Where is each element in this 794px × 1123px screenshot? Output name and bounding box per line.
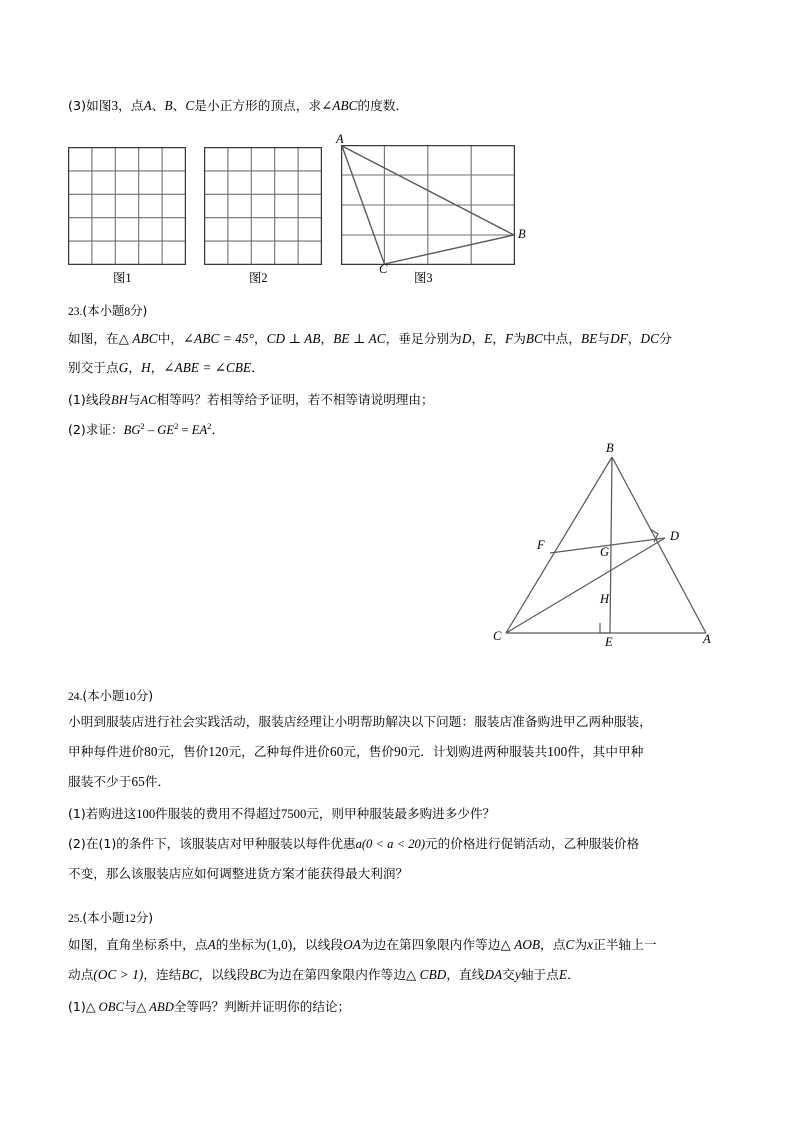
q25-score-unit: 分) <box>135 910 154 925</box>
q22-part3-text-a: 如图 <box>86 98 112 113</box>
q23-label-g: G <box>600 545 610 559</box>
q23-l2-a: 别交于点 <box>68 360 119 375</box>
q23-l1-E: E <box>484 331 493 346</box>
figure-1-grid <box>68 147 186 265</box>
q23-l2-d: ． <box>251 360 264 375</box>
q23-l2-c: ， <box>150 360 164 375</box>
q23-l1-f: ， <box>471 331 485 346</box>
q23-sub2 <box>68 419 224 438</box>
figure-2-svg <box>204 147 322 265</box>
q25-l2-tri2: △ CBD <box>406 967 447 982</box>
q25-l1-tri1: △ AOB <box>500 937 541 952</box>
q23-l2-G: G <box>118 360 129 375</box>
q23-l1-j: 与 <box>597 331 611 346</box>
q25-l2-a: 动点 <box>68 967 94 982</box>
q23-statement-line2 <box>68 358 264 378</box>
q25-sub1-no: (1) <box>68 999 86 1014</box>
q22-part3-text-b: ，点 <box>118 98 144 113</box>
right-angle-mark-e <box>600 623 610 633</box>
q23-l1-e: ，垂足分别为 <box>385 331 462 346</box>
q23-sub2-bg: BG <box>123 423 141 437</box>
q24-statement-line1: 小明到服装店进行社会实践活动，服装店经理让小明帮助解决以下问题：服装店准备购进甲乙两种服装， <box>68 714 652 729</box>
q24-sub1-n1: 100 <box>136 807 156 821</box>
q24-score-unit: 分) <box>135 688 154 703</box>
q25-header <box>68 908 153 926</box>
q24-sub2-expr: a(0 < a < 20) <box>355 837 426 851</box>
q23-sub2-ea: EA <box>191 423 208 437</box>
q23-l2-eq: ∠ABE = ∠CBE <box>163 360 252 375</box>
q23-l1-cd: CD ⊥ AB <box>266 331 321 346</box>
q25-l2-y: y <box>514 967 521 982</box>
q25-coord-a: (1,0) <box>266 937 293 952</box>
q23-number: 23. <box>68 306 83 318</box>
q23-sub2-no: (2) <box>68 422 86 437</box>
q22-part3-prefix: (3) <box>68 98 87 113</box>
q24-statement-line3 <box>68 772 170 792</box>
q24-price-b-sell: 90 <box>394 744 408 759</box>
figure-1-svg <box>68 147 186 265</box>
q25-statement-line2 <box>68 965 580 985</box>
q23-l2-b: ， <box>128 360 142 375</box>
figure-3-grid <box>341 145 515 265</box>
q25-l1-OA: OA <box>343 937 361 952</box>
q24-l2-b: 元，售价 <box>157 744 209 759</box>
q25-l2-h: ． <box>567 967 580 982</box>
q24-l3-b: 件． <box>144 774 171 789</box>
q22-part3-text <box>68 96 408 116</box>
figure-3-caption-cn: 图 <box>414 270 427 285</box>
q25-l2-E: E <box>559 967 568 982</box>
q23-l1-BE: BE <box>581 331 598 346</box>
q25-l1-A: A <box>207 937 216 952</box>
q24-sub1-no: (1) <box>68 806 86 821</box>
q23-sub2-minus: – <box>144 423 158 437</box>
q25-l2-cond: (OC > 1) <box>93 967 144 982</box>
q23-l1-b: 中， <box>157 331 184 346</box>
q23-l1-k: ， <box>627 331 641 346</box>
q23-sub2-a: 求证： <box>85 422 124 437</box>
q23-l1-l: 分 <box>659 331 672 346</box>
q25-l1-b: 的坐标为 <box>215 937 267 952</box>
q23-statement-line1 <box>68 329 672 349</box>
q23-sub1-c: 相等吗？若相等给予证明，若不相等请说明理由； <box>156 392 434 407</box>
q23-sub1-b: 与 <box>127 392 141 407</box>
q24-sub1-budget: 7500 <box>281 807 307 821</box>
q25-number: 25. <box>68 913 83 925</box>
q22-point-a: A <box>143 98 152 113</box>
q24-total-count: 100 <box>547 744 568 759</box>
q25-l2-g: 轴于点 <box>520 967 559 982</box>
q23-l1-i: 中点， <box>542 331 582 346</box>
q25-l1-C: C <box>565 937 575 952</box>
q24-statement-line2 <box>68 742 643 762</box>
q24-price-a-sell: 120 <box>208 744 229 759</box>
q25-l1-f: 为 <box>574 937 588 952</box>
q24-sub2-line2: 不变，那么该服装店应如何调整进货方案才能获得最大利润？ <box>68 866 409 881</box>
q25-l2-DA: DA <box>484 967 503 982</box>
q24-sub2-line1 <box>68 833 639 852</box>
figure-2-caption-no: 2 <box>261 271 268 285</box>
q22-sep-1: 、 <box>151 98 165 113</box>
figure-3-label-b: B <box>518 227 526 241</box>
q24-sub2-a: 在 <box>85 836 99 851</box>
q22-angle-abc: ∠ABC <box>321 98 358 113</box>
q23-label-d: D <box>670 529 680 543</box>
q23-l1-angle: ∠ABC = 45° <box>183 331 254 346</box>
q25-sub1-b: 全等吗？判断并证明你的结论； <box>173 999 351 1014</box>
q24-sub2-c: 元的价格进行促销活动，乙种服装价格 <box>425 836 640 851</box>
q23-l1-d: ， <box>320 331 334 346</box>
q24-price-b-cost: 60 <box>330 744 344 759</box>
q23-diagram-svg <box>490 445 740 660</box>
q25-l1-a: 如图，直角坐标系中，点 <box>68 937 208 952</box>
q24-sub2-no: (2) <box>68 836 86 851</box>
q23-l1-DC: DC <box>640 331 660 346</box>
q23-score-unit: 分) <box>130 303 148 318</box>
figure-2-caption-cn: 图 <box>249 270 262 285</box>
q24-sub2-ref: (1) <box>98 836 117 851</box>
q22-point-b: B <box>164 98 173 113</box>
q24-sub1 <box>68 803 495 822</box>
q23-l1-c: ， <box>253 331 267 346</box>
figure-3-label-a: A <box>336 132 344 146</box>
q23-sub1-a: 线段 <box>85 392 112 407</box>
q23-label-c: C <box>493 629 502 643</box>
q22-part3-text-c: 是小正方形的顶点，求 <box>194 98 322 113</box>
q23-l1-g: ， <box>492 331 506 346</box>
q24-sub1-c: 元，则甲种服装最多购进多少件？ <box>306 806 496 821</box>
q25-l2-BC: BC <box>181 967 199 982</box>
q23-sub2-ge: GE <box>157 423 175 437</box>
q24-score-label: (本小题 <box>82 688 125 703</box>
q25-l1-x: x <box>587 937 594 952</box>
q25-l2-f: 交 <box>502 967 515 982</box>
figure-3-caption-no: 3 <box>426 271 433 285</box>
q22-part3-fig-no: 3 <box>111 98 119 113</box>
q23-l1-D: D <box>461 331 472 346</box>
q24-l3-a: 服装不少于 <box>68 774 132 789</box>
q24-header <box>68 686 153 704</box>
q24-sub1-b: 件服装的费用不得超过 <box>155 806 282 821</box>
q23-sub2-sup3: 2 <box>207 420 212 431</box>
q25-score: 12 <box>124 913 136 925</box>
q24-sub2-b: 的条件下，该服装店对甲种服装以每件优惠 <box>116 836 356 851</box>
q23-score: 8 <box>124 306 131 318</box>
q25-statement-line1 <box>68 935 657 955</box>
q23-label-b: B <box>606 441 614 455</box>
figure-1-caption <box>113 268 132 286</box>
q23-sub1-BH: BH <box>111 393 128 407</box>
figure-3-caption <box>414 268 433 286</box>
figure-1-caption-cn: 图 <box>113 270 126 285</box>
q23-l1-BC: BC <box>525 331 543 346</box>
figure-3-svg <box>341 145 515 265</box>
q23-sub1-no: (1) <box>68 392 86 407</box>
q23-label-f: F <box>537 538 545 552</box>
q24-number: 24. <box>68 691 83 703</box>
q24-sub1-a: 若购进这 <box>85 806 137 821</box>
q25-l2-d: 为边在第四象限内作等边 <box>266 967 407 982</box>
figure-2-caption <box>249 268 268 286</box>
figure-1-caption-no: 1 <box>125 271 132 285</box>
q23-sub1-AC: AC <box>140 393 157 407</box>
q25-sub1-tri2: △ ABD <box>136 1000 174 1014</box>
q25-l1-d: 为边在第四象限内作等边 <box>360 937 501 952</box>
q23-l1-triangle: △ ABC <box>118 331 158 346</box>
q23-l1-a: 如图，在 <box>68 331 119 346</box>
q23-l1-h: 为 <box>513 331 526 346</box>
q23-sub2-equals: = <box>178 423 192 437</box>
figure-3-label-c: C <box>379 262 388 276</box>
q25-l2-e: ，直线 <box>446 967 485 982</box>
q23-l1-DF: DF <box>610 331 628 346</box>
q25-score-label: (本小题 <box>82 910 125 925</box>
q22-part3-text-d: 的度数． <box>357 98 409 113</box>
q23-sub1 <box>68 389 434 408</box>
q24-l2-c: 元，乙种每件进价 <box>228 744 330 759</box>
q23-l1-be: BE ⊥ AC <box>333 331 386 346</box>
q25-l1-g: 正半轴上一 <box>593 937 657 952</box>
q23-score-label: (本小题 <box>82 303 125 318</box>
q24-l2-e: 元．计划购进两种服装共 <box>407 744 548 759</box>
q25-l2-c: ，以线段 <box>198 967 250 982</box>
q25-l1-e: ，点 <box>540 937 566 952</box>
figure-2-grid <box>204 147 322 265</box>
q25-l2-BC2: BC <box>249 967 267 982</box>
q23-label-e: E <box>605 635 613 649</box>
q24-min-count: 65 <box>131 774 145 789</box>
q24-l2-a: 甲种每件进价 <box>68 744 145 759</box>
q25-sub1-tri1: △ OBC <box>85 1000 124 1014</box>
q23-sub2-b: ． <box>211 422 225 437</box>
q24-l2-d: 元，售价 <box>343 744 395 759</box>
q24-score: 10 <box>124 691 136 703</box>
q23-l2-H: H <box>141 360 151 375</box>
q25-l2-b: ，连结 <box>143 967 182 982</box>
q23-sub2-sup2: 2 <box>174 420 179 431</box>
q25-sub1-a: 与 <box>123 999 137 1014</box>
q22-sep-2: 、 <box>172 98 186 113</box>
q23-l1-F: F <box>505 331 514 346</box>
q24-price-a-cost: 80 <box>144 744 158 759</box>
q23-header <box>68 301 147 319</box>
q24-l2-f: 件，其中甲种 <box>567 744 644 759</box>
q25-sub1 <box>68 996 350 1015</box>
q25-l1-c: ，以线段 <box>292 937 344 952</box>
q23-label-h: H <box>600 592 610 606</box>
q23-label-a: A <box>703 632 711 646</box>
q23-sub2-sup1: 2 <box>140 420 145 431</box>
q22-point-c: C <box>185 98 195 113</box>
